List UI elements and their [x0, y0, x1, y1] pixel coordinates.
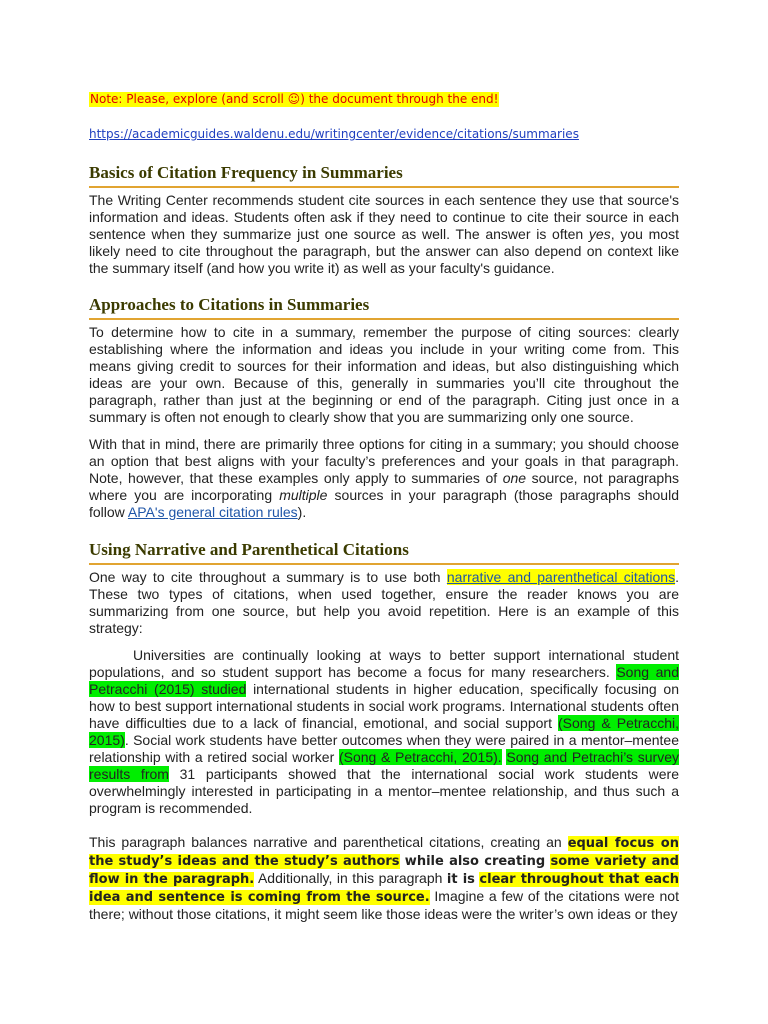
heading-approaches: Approaches to Citations in Summaries — [89, 294, 679, 320]
bold-text: it is — [446, 872, 475, 887]
emphasis-one: one — [502, 470, 527, 486]
narrative-citations-link[interactable]: narrative and parenthetical citations — [446, 569, 676, 585]
text: . Social work students have better outcomes when they were paired in a mentor–mentee relationship with a retired social worker — [89, 732, 679, 765]
text: international students in higher education, specifically focusing on how to best support international students in social work programs. International students often have difficulties due to a lack of financial, emotional, and social support — [89, 681, 679, 731]
heading-narrative: Using Narrative and Parenthetical Citations — [89, 539, 679, 565]
text: sources in your paragraph (those paragraphs should follow — [89, 487, 679, 520]
text: 31 participants showed that the international social work students were overwhelmingly interested in participating in a mentor–mentee relationship, and thus such a program is recommended. — [89, 766, 680, 816]
paragraph-narrative-1 — [89, 569, 679, 637]
note-banner: Note: Please, explore (and scroll ☺) the document through the end! — [90, 92, 499, 106]
paragraph-approaches-2 — [89, 436, 679, 521]
text: . These two types of citations, when used together, ensure the reader knows you are summarizing from one source, but help you avoid repetition. Here is an example of this strategy: — [89, 569, 679, 636]
highlight-citation: Song and Petrachi’s survey results from — [89, 749, 679, 782]
highlight-emphasis: equal focus on the study’s ideas and the study’s authors — [89, 836, 679, 869]
highlight-citation: Song and Petracchi (2015) studied — [89, 664, 679, 697]
bold-text: while also creating — [399, 854, 551, 869]
text: This paragraph balances narrative and parenthetical citations, creating an — [89, 834, 568, 850]
highlight-emphasis: clear throughout that each idea and sentence is coming from the source. — [89, 872, 680, 905]
text: , you most likely need to cite throughout the paragraph, but the answer can also depend on context like the summary itself (and how you write it) as well as your faculty's guidance. — [89, 226, 679, 276]
text: source, not paragraphs where you are incorporating — [89, 470, 679, 503]
heading-basics: Basics of Citation Frequency in Summaries — [89, 162, 679, 188]
paragraph-basics — [89, 192, 679, 277]
text: The Writing Center recommends student cite sources in each sentence they use that source's information and ideas. Students often ask if they need to continue to cite their source in each sentence when they summarize just one source as well. The answer is often — [89, 192, 679, 242]
emphasis-multiple: multiple — [279, 487, 328, 503]
text: Universities are continually looking at ways to better support international student populations, and so student support has become a focus for many researchers. — [89, 647, 679, 680]
text: Additionally, in this paragraph — [254, 870, 447, 886]
highlight-citation: (Song & Petracchi, 2015) — [89, 715, 679, 748]
text: Imagine a few of the citations were not there; without those citations, it might seem like those ideas were the writer’s own ideas or they — [89, 888, 679, 922]
paragraph-approaches-1: To determine how to cite in a summary, remember the purpose of citing sources: clearly establishing where the information and ideas you include in your writing come from. This means giving credit to sources for their information and ideas, but also distinguishing which ideas are your own. Because of this, generally in summaries you’ll cite throughout the paragraph, rather than just at the beginning or end of the paragraph. Citing just once in a summary is often not enough to clearly show that you are summarizing only one source. — [89, 324, 679, 425]
text: One way to cite throughout a summary is to use both — [89, 569, 447, 585]
text: With that in mind, there are primarily three options for citing in a summary; you should choose an option that best aligns with your faculty’s preferences and your goals in that paragraph. Note, however, that these examples only apply to summaries of — [89, 436, 679, 486]
example-paragraph — [89, 647, 679, 817]
apa-rules-link[interactable]: APA's general citation rules — [127, 504, 298, 520]
text: ). — [297, 504, 307, 520]
highlight-citation: (Song & Petracchi, 2015). — [338, 749, 502, 765]
source-url-link[interactable]: https://academicguides.waldenu.edu/writingcenter/evidence/citations/summaries — [89, 127, 579, 141]
emphasis-yes: yes — [588, 226, 611, 242]
paragraph-narrative-3 — [89, 834, 679, 923]
highlight-emphasis: some variety and flow in the paragraph. — [89, 854, 679, 887]
